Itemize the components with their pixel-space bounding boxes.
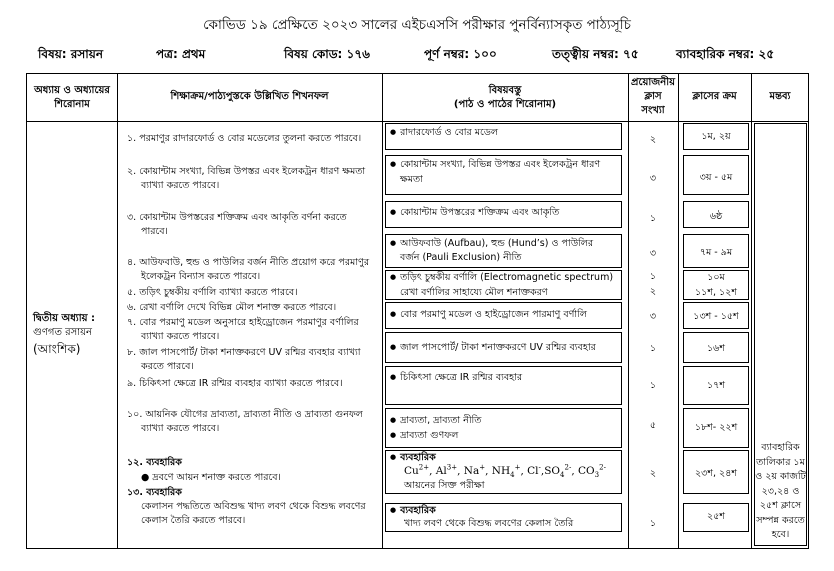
class-count: ৫ bbox=[649, 420, 657, 431]
outcome-item: করতে পারবে। bbox=[141, 361, 194, 372]
class-count: ১ bbox=[649, 213, 657, 224]
outcome-item: ৫. তড়িৎ চুম্বকীয় বর্ণালি ব্যাখ্যা করতে পারবে। bbox=[127, 287, 298, 298]
content-row: ● দ্রাব্যতা, দ্রাব্যতা নীতি ● দ্রাব্যতা গুণফল bbox=[385, 408, 622, 448]
header-content: বিষয়বস্তু (পাঠ ও পাঠের শিরোনাম) bbox=[453, 85, 557, 110]
class-order-row: ২৩শ, ২৪শ bbox=[683, 450, 749, 494]
paper-label: পত্র: প্রথম bbox=[156, 47, 206, 61]
header-outcomes: শিক্ষাক্রম/পাঠ্যপুস্তকে উল্লিখিত শিখনফল bbox=[170, 91, 329, 102]
class-order-row: ১৮শ- ২২শ bbox=[683, 408, 749, 448]
content-row: ● বোর পরমাণু মডেল ও হাইড্রোজেন পারমাণু বর্ণালি bbox=[385, 302, 622, 329]
outcome-item: ৬. রেখা বর্ণালি দেখে বিভিন্ন মৌল শনাক্ত করতে পারবে। bbox=[127, 302, 337, 313]
class-count: ১ bbox=[649, 380, 657, 391]
content-row-practical: ● ব্যবহারিক খাদ্য লবণ থেকে বিশুদ্ধ লবণের কেলাস তৈরি bbox=[385, 503, 622, 532]
remark-box bbox=[754, 123, 807, 546]
class-order-row: ১৩শ - ১৫শ bbox=[683, 302, 749, 329]
class-count: ২ bbox=[649, 134, 657, 145]
outcome-item: ২. কোয়ান্টাম সংখ্যা, বিভিন্ন উপস্তর এবং ইলেকট্রন ধারণ ক্ষমতা bbox=[127, 166, 366, 177]
content-row: ● কোয়ান্টাম উপস্তরের শক্তিক্রম এবং আকৃতি bbox=[385, 201, 622, 228]
header-chapter: অধ্যায় ও অধ্যায়ের শিরোনাম bbox=[34, 85, 110, 110]
outcome-item: কেলাস তৈরি করতে পারবে। bbox=[141, 515, 246, 526]
content-row: ● আউফবাউ (Aufbau), হুন্ড (Hund’s) ও পাউলির বর্জন (Pauli Exclusion) নীতি bbox=[385, 234, 622, 268]
outcome-item: ১০. আয়নিক যৌগের দ্রাব্যতা, দ্রাব্যতা নীতি ও দ্রাব্যতা গুনফল bbox=[127, 409, 363, 420]
remark-text: ব্যাবহারিক তালিকার ১ম ও ২য় কাজটি ২৩,২৪ ও ২৫শ ক্লাসে সম্পন্ন করতে হবে। bbox=[755, 442, 806, 540]
header-class-order: ক্লাসের ক্রম bbox=[692, 91, 737, 102]
class-count: ২ bbox=[649, 286, 657, 297]
outcome-item: কেলাসন পদ্ধতিতে অবিশুদ্ধ খাদ্য লবণ থেকে বিশুদ্ধ লবণের bbox=[141, 501, 366, 512]
content-row: ● রাদারফোর্ড ও বোর মডেল bbox=[385, 123, 622, 150]
content-row: ● জাল পাসপোর্ট/ টাকা শনাক্তকরণে UV রশ্মির ব্যবহার bbox=[385, 332, 622, 363]
header-classes: প্রয়োজনীয় ক্লাস সংখ্যা bbox=[631, 77, 675, 116]
class-order-row: ১ম, ২য় bbox=[683, 123, 749, 150]
class-order-row: ১৭শ bbox=[683, 366, 749, 405]
outcome-item: ৩. কোয়ান্টাম উপস্তরের শক্তিক্রম এবং আকৃতি বর্ণনা করতে bbox=[127, 212, 347, 223]
page-title: কোভিড ১৯ প্রেক্ষিতে ২০২৩ সালের এইচএসসি পরীক্ষার পুনর্বিন্যাসকৃত পাঠ্যসূচি bbox=[203, 17, 631, 33]
class-order-row: ৭ম - ৯ম bbox=[683, 234, 749, 268]
class-order-row: ১০ম ১১শ, ১২শ bbox=[683, 270, 749, 300]
class-count: ৩ bbox=[649, 173, 657, 184]
outcome-item: ব্যাখ্যা করতে পারবে। bbox=[141, 423, 220, 434]
class-count: ২ bbox=[649, 468, 657, 479]
header-remarks: মন্তব্য bbox=[769, 91, 791, 102]
class-order-row: ২৫শ bbox=[683, 503, 749, 532]
outcome-item: পারবে। bbox=[141, 226, 168, 237]
class-count: ৩ bbox=[649, 311, 657, 322]
outcome-item: ৭. বোর পরমাণু মডেল অনুসারে হাইড্রোজেন পরমাণুর বর্ণালির bbox=[127, 317, 359, 328]
subject-label: বিষয়: রসায়ন bbox=[38, 47, 104, 61]
outcome-item: ১. পরমাণুর রাদারফোর্ড ও বোর মডেলের তুলনা করতে পারবে। bbox=[127, 133, 362, 144]
class-count: ৩ bbox=[649, 248, 657, 259]
outcome-practical-heading: ১৩. ব্যবহারিক bbox=[127, 487, 182, 498]
class-order-row: ৩য় - ৫ম bbox=[683, 155, 749, 195]
full-marks-label: পূর্ণ নম্বর: ১০০ bbox=[424, 47, 497, 61]
outcome-item: ব্যাখ্যা করতে পারবে। bbox=[141, 331, 220, 342]
theory-marks-label: তত্ত্বীয় নম্বর: ৭৫ bbox=[552, 47, 639, 61]
class-count: ১ bbox=[649, 343, 657, 354]
class-count: ১ bbox=[649, 271, 657, 282]
subject-code-label: বিষয় কোড: ১৭৬ bbox=[284, 47, 370, 61]
class-count: ১ bbox=[649, 518, 657, 529]
class-order-row: ৬ষ্ঠ bbox=[683, 201, 749, 228]
practical-marks-label: ব্যাবহারিক নম্বর: ২৫ bbox=[676, 47, 775, 61]
content-row: ● চিকিৎসা ক্ষেত্রে IR রশ্মির ব্যবহার bbox=[385, 366, 622, 405]
outcome-item: ৪. আউফবাউ, হুন্ড ও পাউলির বর্জন নীতি প্রয়োগ করে পরমাণুর bbox=[127, 257, 370, 268]
outcome-item: ইলেকট্রন বিন্যাস করতে পারবে। bbox=[141, 271, 261, 282]
content-row: ● কোয়ান্টাম সংখ্যা, বিভিন্ন উপস্তর এবং ইলেকট্রন ধারণ ক্ষমতা bbox=[385, 155, 622, 195]
outcome-item: ৯. চিকিৎসা ক্ষেত্রে IR রশ্মির ব্যবহার ব্যাখ্যা করতে পারবে। bbox=[127, 378, 343, 389]
content-row: ● তড়িৎ চুম্বকীয় বর্ণালি (Electromagnetic spectrum) রেখা বর্ণালির সাহায্যে মৌল শনাক্তকরণ bbox=[385, 270, 622, 300]
ion-list: $Cu^{2+}$, $Al^{3+}$, Na+, $NH_4^+$, $Cl^-,SO_4^{2-}$, $CO_3^{2-}$ bbox=[404, 463, 606, 480]
syllabus-table bbox=[26, 73, 809, 549]
outcome-item: ব্যাখ্যা করতে পারবে। bbox=[141, 180, 220, 191]
outcome-item: ৮. জাল পাসপোর্ট/ টাকা শনাক্তকরণে UV রশ্মির ব্যবহার ব্যাখ্যা bbox=[127, 347, 361, 358]
outcome-practical-heading: ১২. ব্যবহারিক bbox=[127, 457, 182, 468]
class-order-row: ১৬শ bbox=[683, 332, 749, 363]
content-row-practical: ● ব্যবহারিক $Cu^{2+}$, $Al^{3+}$, Na+, $NH_4^+$, $Cl^-,SO_4^{2-}$, $CO_3^{2-}$ আয়নের সিক্ত পরীক্ষা bbox=[385, 450, 622, 494]
chapter-title: দ্বিতীয় অধ্যায় : গুণগত রসায়ন (আংশিক) bbox=[33, 313, 95, 356]
outcome-item: ● দ্রবণে আয়ন শনাক্ত করতে পারবে। bbox=[141, 472, 281, 483]
